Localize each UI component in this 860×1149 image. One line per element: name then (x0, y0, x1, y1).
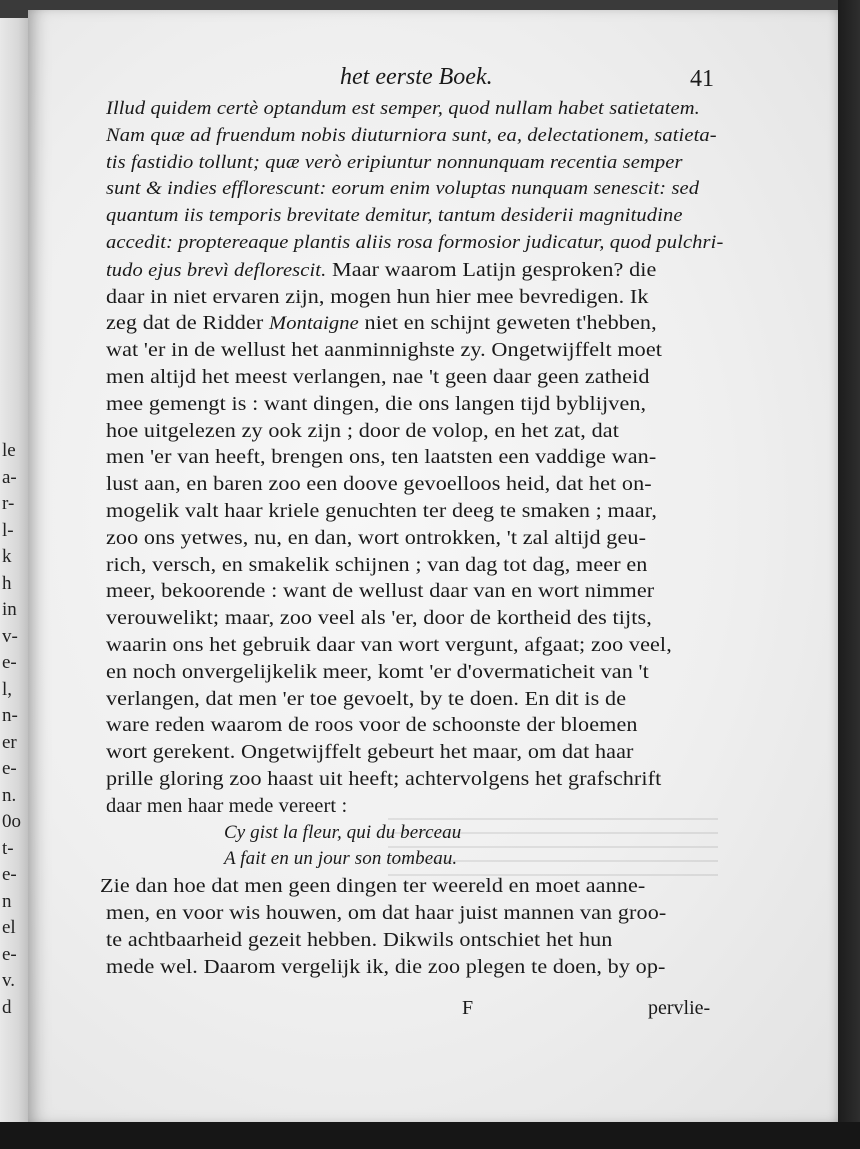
text-line: daar men haar mede vereert : (106, 794, 348, 817)
text-line: prille gloring zoo haast uit heeft; achtervolgens het grafschrift (106, 768, 662, 790)
facing-page-edge (0, 18, 31, 1123)
text-line: ware reden waarom de roos voor de schoonste der bloemen (106, 714, 638, 737)
text-line: men, en voor wis houwen, om dat haar juist mannen van groo- (106, 902, 667, 924)
text-line: accedit: proptereaque plantis aliis rosa formosior judicatur, quod pulchri- (106, 232, 724, 253)
text-line: wat 'er in de wellust het aanminnighste zy. Ongetwijffelt moet (106, 339, 663, 362)
text-line: te achtbaarheid gezeit hebben. Dikwils ontschiet het hun (106, 928, 613, 951)
text-line: mogelik valt haar kriele genuchten ter deeg te smaken ; maar, (106, 500, 657, 522)
text-line: quantum iis temporis brevitate demitur, tantum desiderii magnitudine (106, 205, 683, 227)
verse-line: A fait en un jour son tombeau. (224, 848, 458, 870)
facing-page-fragment: e- (2, 652, 17, 673)
text-line: meer, bekoorende : want de wellust daar van en wort nimmer (106, 580, 655, 603)
text-line: mee gemengt is : want dingen, die ons langen tijd byblijven, (106, 392, 647, 415)
book-page (28, 10, 838, 1122)
text-line: waarin ons het gebruik daar van wort vergunt, afgaat; zoo veel, (106, 634, 672, 656)
scan-bottom-margin (0, 1122, 860, 1149)
facing-page-fragment: r- (2, 493, 15, 514)
facing-page-fragment: t- (2, 837, 14, 859)
facing-page-fragment: er (2, 731, 17, 753)
facing-page-fragment: l- (2, 519, 14, 541)
text-line: tis fastidio tollunt; quæ verò eripiuntur nonnunquam recentia semper (106, 151, 683, 173)
italic-run: tudo ejus brevì deflorescit. (106, 259, 327, 281)
facing-page-fragment: v. (2, 970, 16, 991)
facing-page-fragment: h (2, 572, 12, 594)
text-line (106, 312, 657, 335)
facing-page-fragment: n. (2, 784, 17, 806)
facing-page-fragment: v- (2, 625, 18, 647)
facing-page-fragment: a- (2, 466, 17, 488)
text-line: Zie dan hoe dat men geen dingen ter weereld en moet aanne- (100, 875, 646, 898)
text-line: wort gerekent. Ongetwijffelt gebeurt het maar, om dat haar (106, 741, 634, 764)
text-line: mede wel. Daarom vergelijk ik, die zoo plegen te doen, by op- (106, 955, 666, 978)
signature-mark: F (462, 997, 474, 1019)
facing-page-fragment: l, (2, 678, 13, 700)
text-line: lust aan, en baren zoo een doove gevoelloos heid, dat het on- (106, 473, 652, 496)
facing-page-fragment: n (2, 890, 12, 912)
text-line: verlangen, dat men 'er toe gevoelt, by te doen. En dit is de (106, 687, 627, 710)
facing-page-fragment: k (2, 546, 12, 567)
text-line: daar in niet ervaren zijn, mogen hun hier mee bevredigen. Ik (106, 285, 649, 308)
facing-page-fragment: e- (2, 758, 17, 779)
text-line: hoe uitgelezen zy ook zijn ; door de volop, en het zat, dat (106, 419, 619, 442)
italic-run: Montaigne (269, 313, 359, 335)
text-line: zoo ons yetwes, nu, en dan, wort ontrokken, 't zal altijd geu- (106, 526, 647, 549)
facing-page-text (0, 438, 30, 1021)
roman-run: niet en schijnt geweten t'hebben, (358, 312, 657, 335)
verse-line: Cy gist la fleur, qui du berceau (224, 821, 462, 843)
scan-right-margin (838, 0, 860, 1149)
text-line (106, 259, 656, 282)
text-line: Illud quidem certè optandum est semper, quod nullam habet satietatem. (106, 98, 700, 119)
facing-page-fragment: n- (2, 705, 18, 726)
facing-page-fragment: in (2, 599, 17, 620)
text-line: men altijd het meest verlangen, nae 't geen daar geen zatheid (106, 366, 650, 388)
text-line: en noch onvergelijkelik meer, komt 'er d'overmaticheit van 't (106, 660, 649, 683)
facing-page-fragment: e- (2, 943, 17, 965)
facing-page-fragment: el (2, 917, 16, 938)
text-line: Nam quæ ad fruendum nobis diuturniora sunt, ea, delectationem, satieta- (106, 124, 717, 146)
page-number: 41 (690, 66, 714, 92)
roman-run: zeg dat de Ridder (106, 312, 270, 335)
facing-page-fragment: d (2, 996, 12, 1018)
running-head: het eerste Boek. (340, 64, 493, 90)
roman-run: Maar waarom Latijn gesproken? die (326, 258, 657, 281)
facing-page-fragment: e- (2, 864, 17, 885)
text-line: men 'er van heeft, brengen ons, ten laatsten een vaddige wan- (106, 446, 657, 469)
text-line: verouwelikt; maar, zoo veel als 'er, door de kortheid des tijts, (106, 607, 652, 630)
facing-page-fragment: 0o (2, 811, 21, 832)
facing-page-fragment: le (2, 440, 16, 461)
text-line: sunt & indies efflorescunt: eorum enim voluptas nunquam senescit: sed (106, 178, 700, 200)
text-line: rich, versch, en smakelik schijnen ; van dag tot dag, meer en (106, 553, 648, 576)
catchword: pervlie- (648, 997, 711, 1019)
